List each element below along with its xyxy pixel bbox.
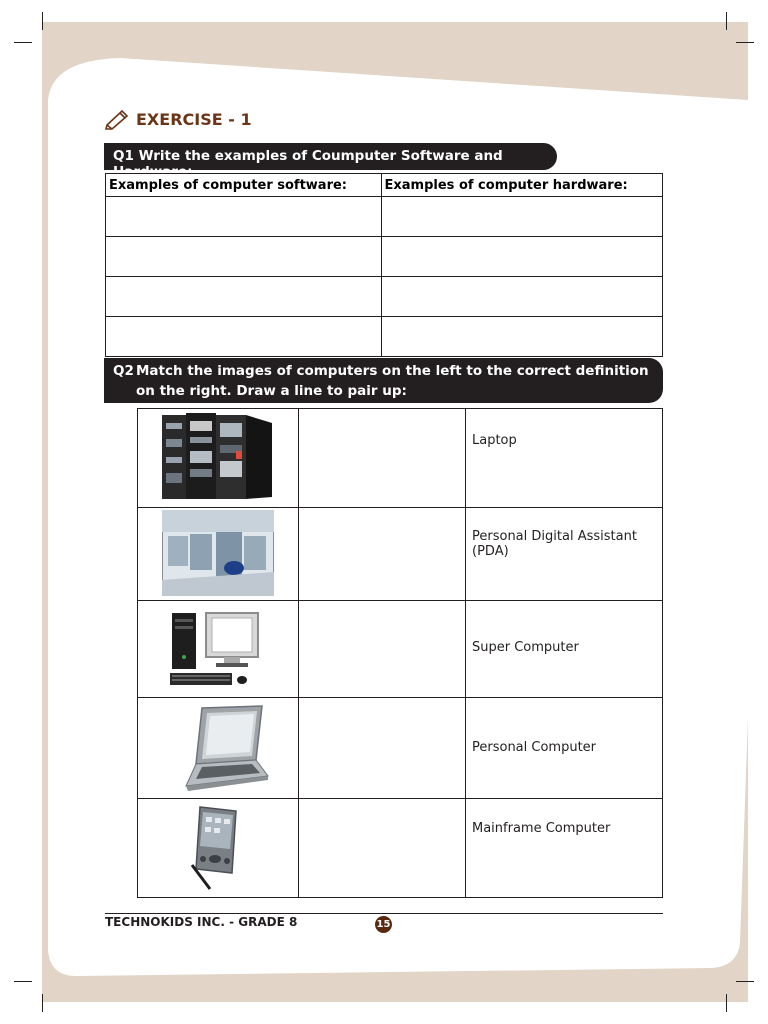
hardware-answer-cell[interactable] <box>381 237 662 277</box>
software-column-header: Examples of computer software: <box>106 174 382 197</box>
matching-space-cell[interactable] <box>299 698 466 799</box>
hardware-answer-cell[interactable] <box>381 317 662 357</box>
definition-label: Laptop <box>472 433 517 448</box>
question-2-text: Match the images of computers on the left to the correct definition on the right. Draw a line to pair up: <box>136 363 649 399</box>
exercise-title-text: EXERCISE - 1 <box>136 109 252 129</box>
image-cell <box>138 799 299 898</box>
pda-image <box>188 803 248 893</box>
table-row <box>138 409 663 508</box>
definition-label: Personal Digital Assistant (PDA) <box>472 529 637 559</box>
table-row <box>138 601 663 698</box>
crop-mark <box>736 42 754 43</box>
matching-space-cell[interactable] <box>299 799 466 898</box>
table-row <box>106 237 663 277</box>
supercomputer-room-image <box>162 510 274 596</box>
table-row <box>106 197 663 237</box>
table-row <box>106 277 663 317</box>
software-hardware-table <box>105 173 663 357</box>
definition-label: Personal Computer <box>472 740 597 755</box>
definition-cell <box>466 508 663 601</box>
image-cell <box>138 601 299 698</box>
crop-mark <box>14 42 32 43</box>
hardware-answer-cell[interactable] <box>381 197 662 237</box>
pencil-icon <box>104 108 130 130</box>
laptop-image <box>166 702 270 794</box>
table-row <box>138 799 663 898</box>
matching-space-cell[interactable] <box>299 601 466 698</box>
image-cell <box>138 508 299 601</box>
crop-mark <box>726 12 727 30</box>
image-cell <box>138 698 299 799</box>
definition-cell <box>466 601 663 698</box>
matching-table <box>137 408 663 898</box>
software-answer-cell[interactable] <box>106 317 382 357</box>
crop-mark <box>42 994 43 1012</box>
mainframe-cabinets-image <box>160 411 276 503</box>
definition-cell <box>466 698 663 799</box>
question-1-text: Write the examples of Coumputer Software and Hardware: <box>113 148 503 180</box>
software-answer-cell[interactable] <box>106 237 382 277</box>
software-answer-cell[interactable] <box>106 277 382 317</box>
crop-mark <box>14 981 32 982</box>
definition-cell <box>466 409 663 508</box>
software-answer-cell[interactable] <box>106 197 382 237</box>
crop-mark <box>736 981 754 982</box>
footer-divider <box>105 913 663 914</box>
table-row <box>106 317 663 357</box>
question-1-bar <box>104 143 557 180</box>
matching-space-cell[interactable] <box>299 409 466 508</box>
definition-cell <box>466 799 663 898</box>
table-row <box>138 508 663 601</box>
question-2-bar <box>104 358 663 403</box>
desktop-pc-image <box>170 611 266 691</box>
matching-space-cell[interactable] <box>299 508 466 601</box>
exercise-title <box>104 107 252 131</box>
footer-publisher: TECHNOKIDS INC. - GRADE 8 <box>105 915 298 929</box>
table-row <box>138 698 663 799</box>
question-2-number: Q2 <box>113 363 134 379</box>
definition-label: Super Computer <box>472 640 579 655</box>
image-cell <box>138 409 299 508</box>
hardware-column-header: Examples of computer hardware: <box>381 174 662 197</box>
page-number-badge: 15 <box>375 916 392 933</box>
definition-label: Mainframe Computer <box>472 821 611 836</box>
hardware-answer-cell[interactable] <box>381 277 662 317</box>
crop-mark <box>42 12 43 30</box>
crop-mark <box>726 994 727 1012</box>
question-1-number: Q1 <box>113 148 134 164</box>
